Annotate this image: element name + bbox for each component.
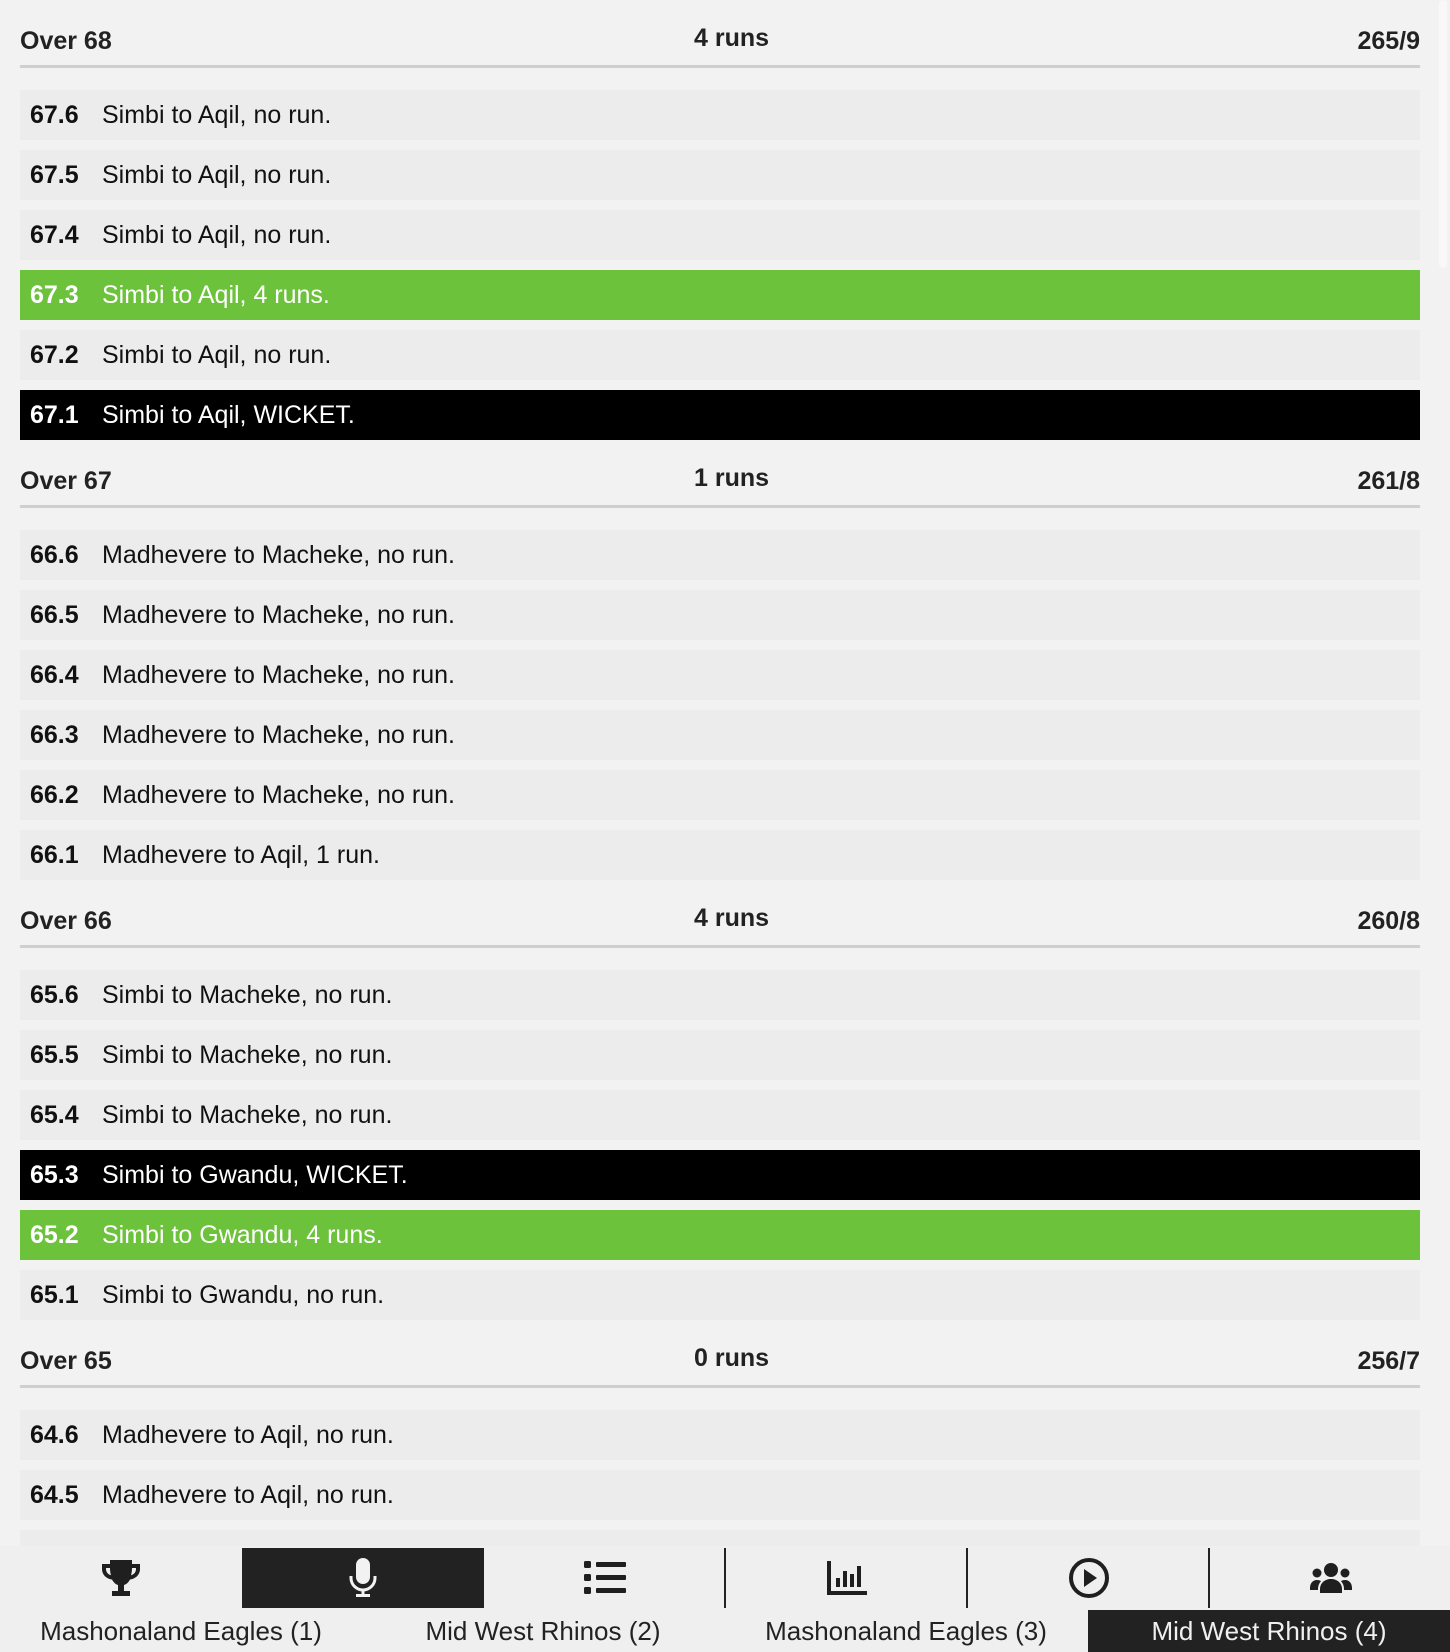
ball-description: Simbi to Aqil, WICKET. xyxy=(102,400,355,429)
microphone-icon xyxy=(348,1557,378,1599)
ball-number: 65.5 xyxy=(30,1040,79,1069)
ball-description: Simbi to Macheke, no run. xyxy=(102,1100,393,1129)
team-tab-3[interactable]: Mashonaland Eagles (3) xyxy=(765,1615,1047,1646)
over-runs: 0 runs xyxy=(694,1344,770,1372)
ball-description: Madhevere to Macheke, no run. xyxy=(102,780,455,809)
ball-number: 66.3 xyxy=(30,720,79,749)
ball-row xyxy=(20,330,1420,380)
ball-number: 65.4 xyxy=(30,1100,79,1129)
over-title: Over 65 xyxy=(20,1347,112,1375)
ball-description: Madhevere to Macheke, no run. xyxy=(102,720,455,749)
bar-chart-icon xyxy=(827,1561,867,1595)
nav-tab-commentary[interactable] xyxy=(242,1548,484,1608)
team-tab-1[interactable]: Mashonaland Eagles (1) xyxy=(40,1615,322,1646)
over-score: 261/8 xyxy=(1357,467,1420,495)
ball-description: Madhevere to Macheke, no run. xyxy=(102,540,455,569)
scrollbar-thumb[interactable] xyxy=(1439,0,1447,268)
ball-description: Simbi to Macheke, no run. xyxy=(102,1040,393,1069)
users-icon xyxy=(1310,1563,1352,1593)
nav-tab-squads[interactable] xyxy=(1210,1548,1450,1608)
over-score: 256/7 xyxy=(1357,1347,1420,1375)
play-circle-icon xyxy=(1068,1557,1110,1599)
ball-number: 66.6 xyxy=(30,540,79,569)
ball-row-wicket xyxy=(20,390,1420,440)
ball-row xyxy=(20,1410,1420,1460)
trophy-icon xyxy=(100,1558,142,1598)
ball-number: 65.2 xyxy=(30,1220,79,1249)
nav-tab-scorecard[interactable] xyxy=(484,1548,726,1608)
ball-description: Simbi to Gwandu, WICKET. xyxy=(102,1160,408,1189)
ball-number: 67.6 xyxy=(30,100,79,129)
over-runs: 4 runs xyxy=(694,904,770,932)
over-score: 265/9 xyxy=(1357,27,1420,55)
list-icon xyxy=(584,1561,626,1595)
ball-row xyxy=(20,1090,1420,1140)
over-header xyxy=(20,0,1420,68)
ball-description: Madhevere to Aqil, no run. xyxy=(102,1420,394,1449)
over-header xyxy=(20,450,1420,508)
ball-row xyxy=(20,530,1420,580)
ball-number: 66.2 xyxy=(30,780,79,809)
over-header xyxy=(20,1330,1420,1388)
ball-description: Madhevere to Macheke, no run. xyxy=(102,660,455,689)
ball-row xyxy=(20,770,1420,820)
ball-row xyxy=(20,590,1420,640)
nav-icon-bar xyxy=(0,1546,1450,1608)
ball-number: 67.4 xyxy=(30,220,79,249)
ball-number: 64.6 xyxy=(30,1420,79,1449)
ball-row xyxy=(20,1270,1420,1320)
ball-row xyxy=(20,150,1420,200)
commentary-feed xyxy=(20,0,1420,1590)
ball-list xyxy=(20,508,1420,880)
ball-number: 65.1 xyxy=(30,1280,79,1309)
ball-description: Madhevere to Aqil, 1 run. xyxy=(102,840,380,869)
ball-row-four xyxy=(20,1210,1420,1260)
ball-number: 66.4 xyxy=(30,660,79,689)
team-tabs xyxy=(0,1610,1450,1652)
team-tab-2[interactable]: Mid West Rhinos (2) xyxy=(425,1615,661,1646)
ball-number: 67.3 xyxy=(30,280,79,309)
over-title: Over 68 xyxy=(20,27,112,55)
ball-number: 67.1 xyxy=(30,400,79,429)
ball-description: Simbi to Gwandu, no run. xyxy=(102,1280,385,1309)
over-title: Over 66 xyxy=(20,907,112,935)
over-runs: 1 runs xyxy=(694,464,770,492)
ball-description: Madhevere to Macheke, no run. xyxy=(102,600,455,629)
ball-row-four xyxy=(20,270,1420,320)
ball-description: Simbi to Aqil, 4 runs. xyxy=(102,280,330,309)
ball-row xyxy=(20,90,1420,140)
ball-description: Simbi to Gwandu, 4 runs. xyxy=(102,1220,383,1249)
ball-row xyxy=(20,970,1420,1020)
ball-number: 66.1 xyxy=(30,840,79,869)
ball-row xyxy=(20,1470,1420,1520)
nav-tab-trophy[interactable] xyxy=(0,1548,242,1608)
nav-tab-stats[interactable] xyxy=(726,1548,968,1608)
ball-list xyxy=(20,948,1420,1320)
ball-number: 67.2 xyxy=(30,340,79,369)
ball-description: Simbi to Macheke, no run. xyxy=(102,980,393,1009)
over-title: Over 67 xyxy=(20,467,112,495)
over-score: 260/8 xyxy=(1357,907,1420,935)
ball-description: Simbi to Aqil, no run. xyxy=(102,160,332,189)
ball-number: 65.6 xyxy=(30,980,79,1009)
ball-description: Simbi to Aqil, no run. xyxy=(102,100,332,129)
nav-tab-video[interactable] xyxy=(968,1548,1210,1608)
ball-number: 64.5 xyxy=(30,1480,79,1509)
ball-row-wicket xyxy=(20,1150,1420,1200)
ball-description: Madhevere to Aqil, no run. xyxy=(102,1480,394,1509)
ball-row xyxy=(20,650,1420,700)
ball-number: 67.5 xyxy=(30,160,79,189)
ball-description: Simbi to Aqil, no run. xyxy=(102,220,332,249)
over-header xyxy=(20,890,1420,948)
ball-description: Simbi to Aqil, no run. xyxy=(102,340,332,369)
team-tab-4[interactable]: Mid West Rhinos (4) xyxy=(1088,1610,1450,1652)
ball-number: 65.3 xyxy=(30,1160,79,1189)
ball-list xyxy=(20,68,1420,440)
ball-row xyxy=(20,830,1420,880)
ball-row xyxy=(20,210,1420,260)
over-runs: 4 runs xyxy=(694,24,770,52)
ball-row xyxy=(20,1030,1420,1080)
ball-row xyxy=(20,710,1420,760)
ball-number: 66.5 xyxy=(30,600,79,629)
bottom-nav xyxy=(0,1546,1450,1652)
